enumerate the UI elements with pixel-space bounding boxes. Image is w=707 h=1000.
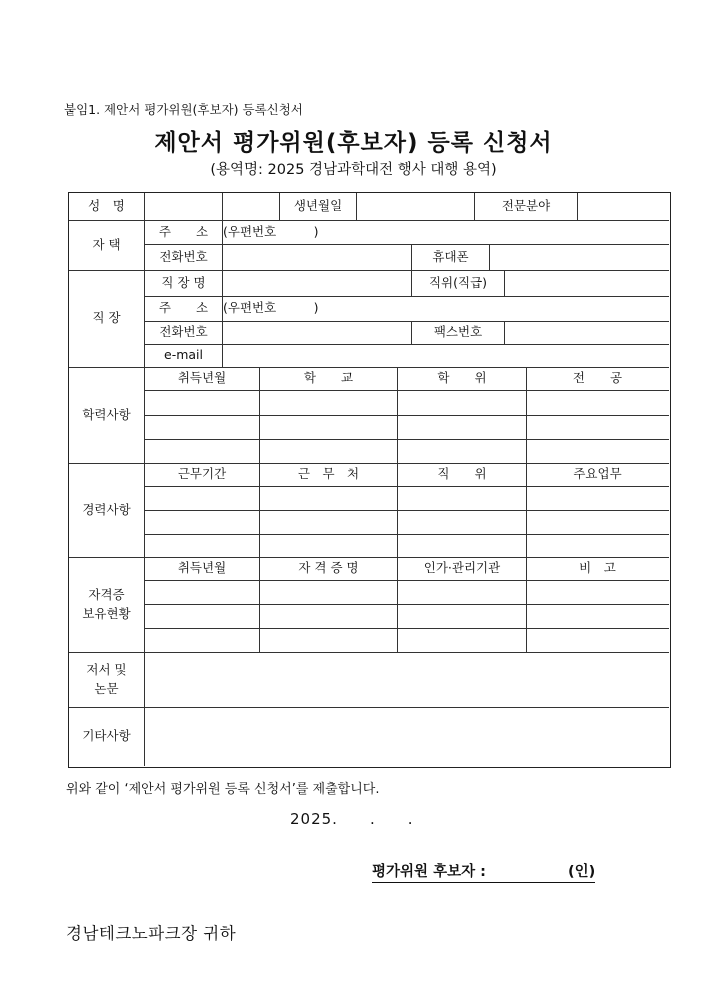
other-field[interactable]: [145, 708, 668, 766]
service-name: (용역명: 2025 경남과학대전 행사 대행 용역): [210, 162, 497, 178]
papers-label-line1: 저서 및: [86, 661, 127, 677]
career-header-duties: 주요업무: [573, 466, 622, 482]
work-phone-label: 전화번호: [159, 324, 208, 340]
license-entry-rows[interactable]: [145, 581, 668, 652]
license-header-remarks: 비 고: [579, 560, 616, 576]
education-header-major: 전 공: [572, 370, 623, 386]
home-phone-field[interactable]: [223, 244, 411, 270]
company-label: 직 장 명: [161, 274, 206, 290]
papers-field[interactable]: [145, 653, 668, 707]
work-phone-field[interactable]: [223, 321, 411, 344]
other-label: 기타사항: [82, 728, 131, 744]
position-label: 직위(직급): [428, 274, 488, 290]
birth-label: 생년월일: [293, 198, 343, 214]
papers-label: [69, 652, 144, 707]
attachment-label: 붙임1. 제안서 평가위원(후보자) 등록신청서: [64, 102, 303, 117]
mobile-label: 휴대폰: [432, 248, 469, 264]
signature-line: [372, 860, 595, 883]
career-header-period: 근무기간: [177, 466, 227, 482]
fax-label: 팩스번호: [433, 324, 483, 340]
license-section-label: [69, 557, 144, 652]
home-address-label: 주 소: [158, 223, 209, 239]
education-header-school: 학 교: [303, 370, 354, 386]
application-form-table: [68, 192, 671, 768]
license-header-name: 자 격 증 명: [298, 560, 359, 576]
fax-field[interactable]: [505, 321, 668, 344]
work-label: 직 장: [92, 310, 121, 326]
email-field[interactable]: [223, 344, 668, 367]
signature-label: 평가위원 후보자 :: [372, 864, 486, 880]
submission-date: 2025. . .: [290, 810, 414, 828]
mobile-field[interactable]: [490, 244, 668, 270]
position-field[interactable]: [505, 270, 668, 296]
home-label: 자 택: [92, 236, 121, 252]
education-header-date: 취득년월: [177, 370, 227, 386]
career-header-workplace: 근 무 처: [297, 466, 360, 482]
declaration-text: 위와 같이 ‘제안서 평가위원 등록 신청서’를 제출합니다.: [66, 782, 380, 797]
work-address-field[interactable]: (우편번호 ): [223, 300, 319, 316]
license-header-date: 취득년월: [177, 560, 227, 576]
education-entry-rows[interactable]: [145, 391, 668, 463]
seal-mark: (인): [567, 864, 596, 880]
license-section-line1: 자격증: [88, 586, 125, 602]
email-label: e-mail: [164, 347, 203, 363]
field-field[interactable]: [578, 193, 668, 220]
home-address-field[interactable]: (우편번호 ): [223, 223, 319, 239]
home-phone-label: 전화번호: [159, 248, 208, 264]
birth-field[interactable]: [357, 193, 473, 220]
company-field[interactable]: [223, 270, 411, 296]
work-address-label: 주 소: [158, 300, 209, 316]
papers-label-line2: 논문: [94, 680, 119, 696]
field-label: 전문분야: [501, 198, 551, 214]
education-section-label: 학력사항: [82, 406, 131, 422]
addressee: 경남테크노파크장 귀하: [66, 924, 237, 943]
career-entry-rows[interactable]: [145, 487, 668, 557]
form-title: 제안서 평가위원(후보자) 등록 신청서: [154, 130, 553, 156]
career-section-label: 경력사항: [82, 501, 131, 517]
license-section-line2: 보유현황: [82, 605, 131, 621]
career-header-position: 직 위: [437, 466, 487, 482]
name-field[interactable]: [145, 193, 221, 220]
license-header-agency: 인가·관리기관: [423, 560, 501, 576]
education-header-degree: 학 위: [437, 370, 487, 386]
name-label: 성 명: [88, 198, 125, 214]
